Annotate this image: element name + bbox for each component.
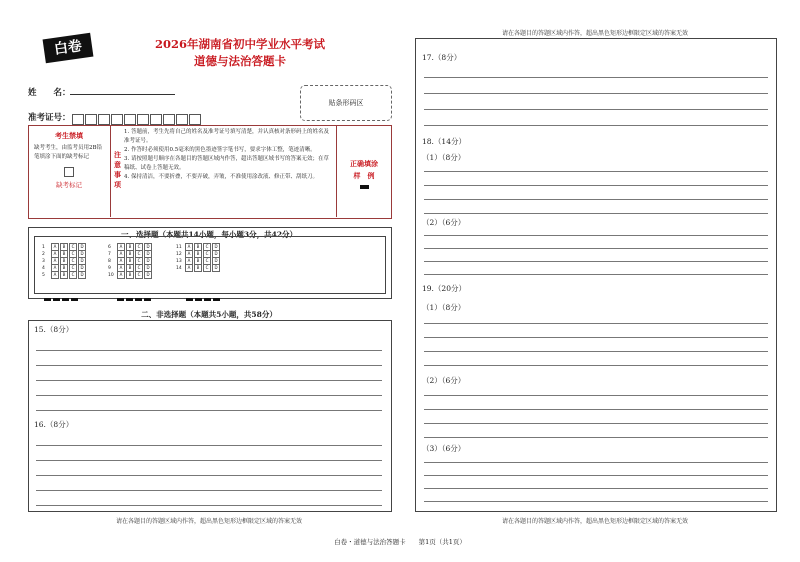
option-bubble[interactable]: D (78, 264, 86, 272)
question-number: 13 (176, 259, 182, 264)
answer-line[interactable] (424, 125, 768, 126)
correct-fill-example: 样 例 (353, 171, 375, 180)
option-bubble[interactable]: A (51, 250, 59, 258)
correct-fill-box (336, 125, 391, 217)
option-bubble[interactable]: D (144, 264, 152, 272)
option-bubble[interactable]: B (126, 250, 134, 258)
option-bubble[interactable]: B (194, 264, 202, 272)
option-bubble[interactable]: B (126, 257, 134, 265)
answer-line[interactable] (424, 199, 768, 200)
question-number: 11 (176, 245, 182, 250)
choice-row (42, 271, 87, 278)
absent-mark-box[interactable] (64, 167, 74, 177)
option-bubble[interactable]: C (69, 243, 77, 251)
area-notice-right: 请在各题目的答题区域内作答，超出黑色矩形边框限定区域的答案无效 (501, 518, 688, 525)
choice-row (176, 257, 221, 264)
question-number: 14 (176, 266, 182, 271)
option-bubble[interactable]: B (126, 271, 134, 279)
answer-line[interactable] (36, 380, 382, 381)
choice-row (108, 243, 153, 250)
option-bubble[interactable]: C (203, 243, 211, 251)
question-number: 8 (108, 259, 111, 264)
option-bubble[interactable]: C (203, 257, 211, 265)
answer-line[interactable] (424, 351, 768, 352)
option-bubble[interactable]: D (212, 264, 220, 272)
page-title: 2026年湖南省初中学业水平考试 (154, 37, 325, 51)
answer-line[interactable] (424, 475, 768, 476)
timing-marks-3 (186, 286, 222, 305)
answer-line[interactable] (424, 109, 768, 110)
answer-area-19-1[interactable] (424, 310, 768, 366)
answer-area-18-2[interactable] (424, 223, 768, 275)
option-bubble[interactable]: A (117, 257, 125, 265)
answer-area-19-3[interactable] (424, 450, 768, 502)
question-number: 9 (108, 266, 111, 271)
question-number: 1 (42, 245, 45, 250)
question-19-part-3-label: （3）（6分） (422, 444, 466, 453)
question-number: 10 (108, 273, 114, 278)
area-notice-left: 请在各题目的答题区域内作答，超出黑色矩形边框限定区域的答案无效 (115, 518, 302, 525)
timing-marks-1 (44, 286, 80, 305)
candidate-box-text: 缺考考生，由监考员用2B铅笔填涂下面的缺考标记 (34, 145, 103, 160)
answer-line[interactable] (424, 365, 768, 366)
candidate-box-heading: 考生禁填 (55, 131, 83, 140)
choice-row (108, 257, 153, 264)
notice-item: 2. 作答时必须使用0.5毫米的黑色墨迹签字笔书写，要求字体工整，笔迹清晰。 (124, 147, 316, 153)
timing-marks-2 (117, 286, 153, 305)
question-17-label: 17.（8分） (422, 53, 462, 62)
option-bubble[interactable]: C (203, 250, 211, 258)
option-bubble[interactable]: A (185, 250, 193, 258)
question-19-label: 19.（20分） (422, 284, 466, 293)
question-18-part-2-label: （2）（6分） (422, 218, 466, 227)
choice-row (42, 243, 87, 250)
answer-line[interactable] (36, 475, 382, 476)
option-bubble[interactable]: C (135, 264, 143, 272)
choice-column-2 (108, 243, 153, 278)
choice-row (108, 250, 153, 257)
option-bubble[interactable]: B (60, 257, 68, 265)
question-15-label: 15.（8分） (34, 325, 74, 334)
answer-line[interactable] (36, 505, 382, 506)
absent-mark-label: 缺考标记 (56, 181, 82, 189)
question-18-part-1-label: （1）（8分） (422, 153, 466, 162)
answer-area-18-1[interactable] (424, 158, 768, 214)
option-bubble[interactable]: C (69, 250, 77, 258)
option-bubble[interactable]: C (135, 257, 143, 265)
option-bubble[interactable]: A (185, 257, 193, 265)
option-bubble[interactable]: C (69, 271, 77, 279)
page-subtitle: 道德与法治答题卡 (194, 54, 286, 68)
option-bubble[interactable]: B (126, 264, 134, 272)
answer-line[interactable] (424, 488, 768, 489)
area-notice-top-right: 请在各题目的答题区域内作答，超出黑色矩形边框限定区域的答案无效 (501, 30, 688, 37)
answer-area-19-2[interactable] (424, 382, 768, 438)
question-number: 7 (108, 252, 111, 257)
option-bubble[interactable]: C (135, 250, 143, 258)
option-bubble[interactable]: A (117, 243, 125, 251)
option-bubble[interactable]: D (212, 250, 220, 258)
question-number: 4 (42, 266, 45, 271)
answer-line[interactable] (424, 261, 768, 262)
option-bubble[interactable]: A (117, 264, 125, 272)
choice-row (42, 264, 87, 271)
option-bubble[interactable]: B (60, 271, 68, 279)
section1-title: 一、选择题（本题共14小题，每小题3分，共42分） (120, 230, 298, 239)
name-label: 姓 名： (28, 88, 71, 98)
option-bubble[interactable]: D (144, 271, 152, 279)
page-footer: 白卷・道德与法治答题卡 第1页（共1页） (334, 538, 466, 546)
option-bubble[interactable]: B (126, 243, 134, 251)
option-bubble[interactable]: D (78, 257, 86, 265)
choice-row (176, 264, 221, 271)
notice-item: 3. 请按照题号顺序在各题目的答题区域内作答，超出答题区域书写的答案无效；在草稿纸、试卷上答题无效。 (124, 156, 329, 171)
candidate-box (28, 125, 111, 217)
answer-line[interactable] (36, 410, 382, 411)
option-bubble[interactable]: B (194, 250, 202, 258)
answer-line[interactable] (36, 445, 382, 446)
option-bubble[interactable]: D (78, 250, 86, 258)
choice-row (108, 271, 153, 278)
section2-title: 二、非选择题（本题共5小题，共58分） (141, 310, 277, 319)
question-number: 12 (176, 252, 182, 257)
option-bubble[interactable]: B (194, 257, 202, 265)
answer-area-17[interactable] (424, 62, 768, 126)
answer-line[interactable] (36, 365, 382, 366)
notice-list (124, 128, 334, 182)
question-number: 6 (108, 245, 111, 250)
option-bubble[interactable]: B (60, 243, 68, 251)
choice-row (42, 257, 87, 264)
option-bubble[interactable]: C (135, 271, 143, 279)
fill-sample-mark (360, 185, 369, 189)
question-16-label: 16.（8分） (34, 420, 74, 429)
answer-line[interactable] (36, 460, 382, 461)
choice-column-3 (176, 243, 221, 271)
option-bubble[interactable]: A (185, 264, 193, 272)
notice-item: 1. 答题前，考生先将自己的姓名及准考证号填写清楚，并认真核对条形码上的姓名及准考证号。 (124, 129, 329, 144)
question-number: 3 (42, 259, 45, 264)
badge-label: 白卷 (43, 33, 94, 63)
option-bubble[interactable]: C (135, 243, 143, 251)
option-bubble[interactable]: D (144, 250, 152, 258)
choice-row (108, 264, 153, 271)
question-number: 5 (42, 273, 45, 278)
option-bubble[interactable]: B (60, 250, 68, 258)
barcode-area: 贴条形码区 (300, 85, 392, 121)
answer-line[interactable] (424, 77, 768, 78)
answer-line[interactable] (424, 337, 768, 338)
answer-line[interactable] (424, 501, 768, 502)
answer-line[interactable] (36, 395, 382, 396)
answer-line[interactable] (36, 350, 382, 351)
question-19-part-2-label: （2）（6分） (422, 376, 466, 385)
option-bubble[interactable]: A (117, 271, 125, 279)
choice-row (176, 250, 221, 257)
option-bubble[interactable]: A (51, 257, 59, 265)
option-bubble[interactable]: A (51, 271, 59, 279)
option-bubble[interactable]: C (69, 264, 77, 272)
answer-area-16[interactable] (36, 431, 382, 506)
answer-line[interactable] (424, 423, 768, 424)
name-field[interactable] (70, 94, 175, 95)
choice-column-1 (42, 243, 87, 278)
answer-line[interactable] (424, 274, 768, 275)
answer-line[interactable] (424, 395, 768, 396)
choice-row (176, 243, 221, 250)
option-bubble[interactable]: A (51, 243, 59, 251)
exam-number-label: 准考证号： (28, 113, 71, 123)
option-bubble[interactable]: A (185, 243, 193, 251)
choice-row (42, 250, 87, 257)
answer-area-15[interactable] (36, 336, 382, 411)
option-bubble[interactable]: D (144, 243, 152, 251)
answer-line[interactable] (424, 171, 768, 172)
answer-line[interactable] (424, 248, 768, 249)
option-bubble[interactable]: A (117, 250, 125, 258)
notice-label: 注意事项 (114, 150, 121, 189)
question-number: 2 (42, 252, 45, 257)
option-bubble[interactable]: C (69, 257, 77, 265)
answer-line[interactable] (424, 185, 768, 186)
option-bubble[interactable]: D (212, 257, 220, 265)
notice-item: 4. 保持清洁，不要折叠，不要弄破，弄皱，不准使用涂改液、修正带、刮纸刀。 (124, 174, 318, 180)
correct-fill-label: 正确填涂 (350, 159, 378, 168)
question-19-part-1-label: （1）（8分） (422, 303, 466, 312)
answer-line[interactable] (424, 462, 768, 463)
answer-line[interactable] (424, 93, 768, 94)
option-bubble[interactable]: D (212, 243, 220, 251)
question-18-label: 18.（14分） (422, 137, 466, 146)
option-bubble[interactable]: D (78, 271, 86, 279)
option-bubble[interactable]: D (144, 257, 152, 265)
answer-line[interactable] (36, 490, 382, 491)
option-bubble[interactable]: C (203, 264, 211, 272)
option-bubble[interactable]: D (78, 243, 86, 251)
option-bubble[interactable]: B (194, 243, 202, 251)
option-bubble[interactable]: A (51, 264, 59, 272)
option-bubble[interactable]: B (60, 264, 68, 272)
answer-line[interactable] (424, 235, 768, 236)
answer-line[interactable] (424, 409, 768, 410)
answer-line[interactable] (424, 437, 768, 438)
answer-line[interactable] (424, 323, 768, 324)
answer-line[interactable] (424, 213, 768, 214)
